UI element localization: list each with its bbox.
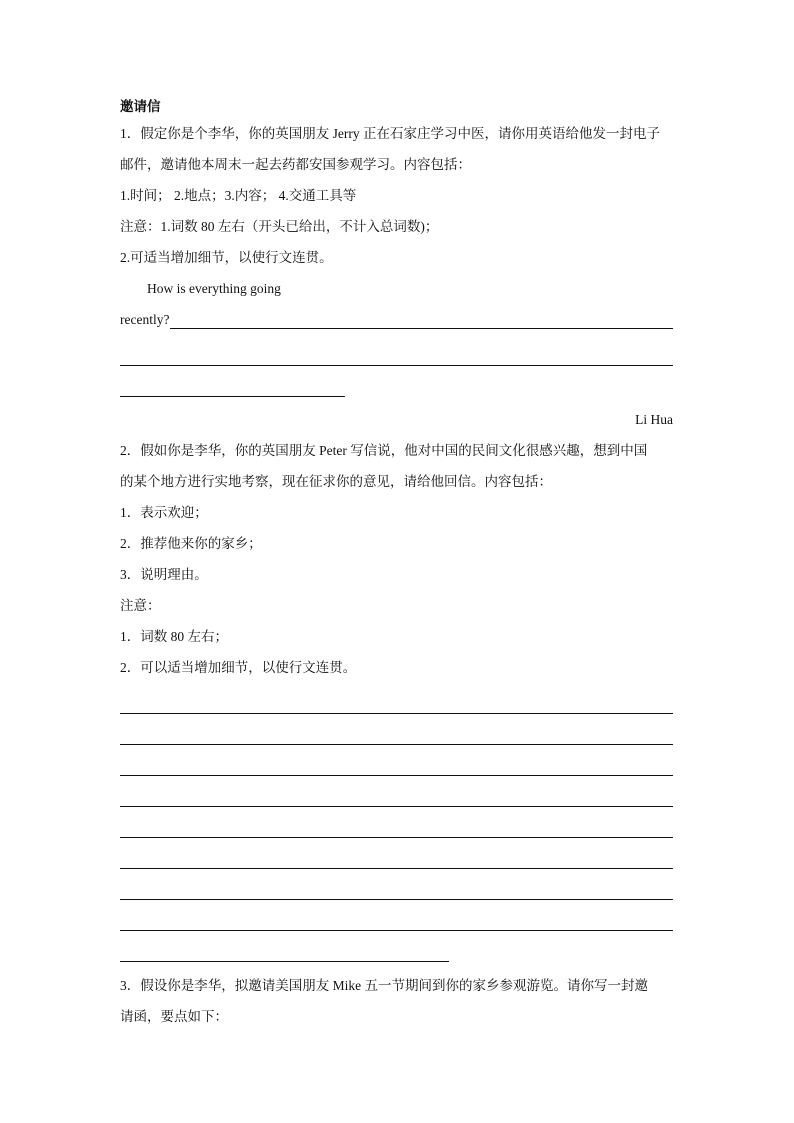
q1-answer-rule bbox=[170, 327, 673, 329]
q3-prompt-line-1: 3．假设你是李华，拟邀请美国朋友 Mike 五一节期间到你的家乡参观游览。请你写一封邀 bbox=[120, 978, 648, 993]
q1-prompt-line-2: 邮件，邀请他本周末一起去药都安国参观学习。内容包括： bbox=[120, 157, 471, 172]
q2-item-2: 2．推荐他来你的家乡； bbox=[120, 536, 262, 551]
q2-note-label: 注意： bbox=[120, 598, 161, 613]
q1-answer-line-2[interactable] bbox=[120, 335, 673, 366]
q2-answer-line-9[interactable] bbox=[120, 931, 449, 962]
q1-note-line-2: 2.可适当增加细节，以使行文连贯。 bbox=[120, 250, 333, 265]
q1-prompt-line-1: 1．假定你是个李华，你的英国朋友 Jerry 正在石家庄学习中医，请你用英语给他发一封电子 bbox=[120, 126, 660, 141]
q2-answer-line-8[interactable] bbox=[120, 900, 673, 931]
q1-recently-text: recently? bbox=[120, 312, 170, 327]
q2-answer-line-6[interactable] bbox=[120, 838, 673, 869]
q1-opening-sentence: How is everything going bbox=[147, 281, 281, 296]
q1-note-line-1: 注意：1.词数 80 左右（开头已给出，不计入总词数)； bbox=[120, 219, 439, 234]
q2-answer-line-5[interactable] bbox=[120, 807, 673, 838]
q1-answer-line-3[interactable] bbox=[120, 366, 345, 397]
section-heading: 邀请信 bbox=[120, 99, 161, 114]
q2-answer-line-7[interactable] bbox=[120, 869, 673, 900]
q2-answer-line-2[interactable] bbox=[120, 714, 673, 745]
q2-prompt-line-1: 2．假如你是李华，你的英国朋友 Peter 写信说，他对中国的民间文化很感兴趣，想到中国 bbox=[120, 443, 648, 458]
q1-signature: Li Hua bbox=[635, 412, 673, 427]
q2-answer-line-1[interactable] bbox=[120, 683, 673, 714]
worksheet-content bbox=[120, 96, 673, 1032]
q2-note-2: 2．可以适当增加细节，以使行文连贯。 bbox=[120, 660, 357, 675]
q1-answer-line-1[interactable] bbox=[120, 304, 673, 335]
q2-answer-line-4[interactable] bbox=[120, 776, 673, 807]
q2-note-1: 1．词数 80 左右； bbox=[120, 629, 228, 644]
q3-prompt-line-2: 请函，要点如下： bbox=[120, 1009, 228, 1024]
q2-answer-line-3[interactable] bbox=[120, 745, 673, 776]
q2-prompt-line-2: 的某个地方进行实地考察，现在征求你的意见，请给他回信。内容包括： bbox=[120, 474, 552, 489]
q2-item-3: 3．说明理由。 bbox=[120, 567, 208, 582]
q2-item-1: 1．表示欢迎； bbox=[120, 505, 208, 520]
q1-points: 1.时间； 2.地点；3.内容； 4.交通工具等 bbox=[120, 188, 357, 203]
